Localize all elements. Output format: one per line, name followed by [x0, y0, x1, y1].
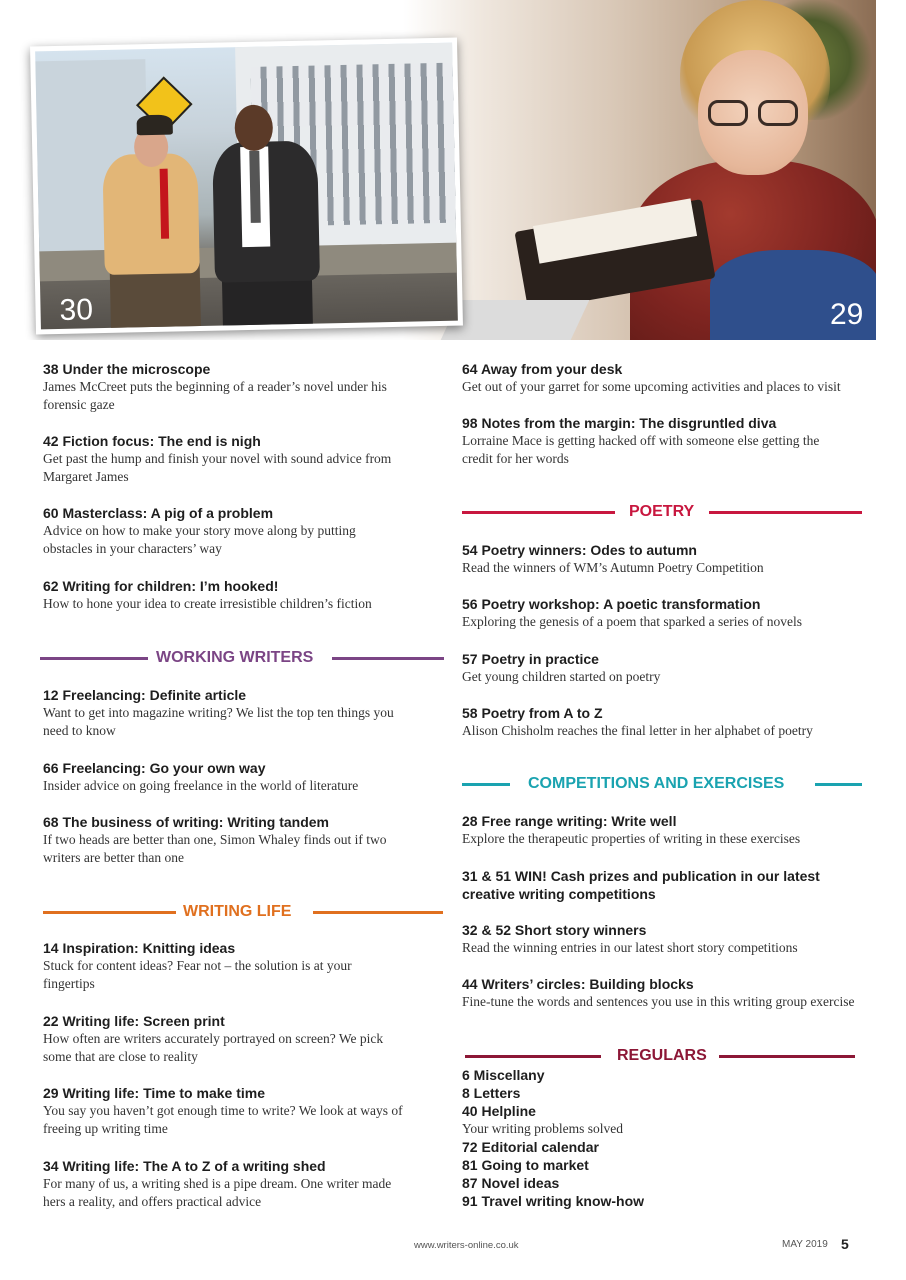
entry-desc: some that are close to reality — [43, 1049, 198, 1064]
entry-desc: If two heads are better than one, Simon Whaley finds out if two — [43, 832, 387, 847]
section-title: REGULARS — [617, 1047, 707, 1064]
man-left-tie — [160, 169, 169, 239]
entry-title: 34 Writing life: The A to Z of a writing shed — [43, 1158, 326, 1174]
section-title: POETRY — [629, 503, 695, 520]
toc-entry[interactable] — [462, 704, 882, 740]
entry-desc: Explore the therapeutic properties of writing in these exercises — [462, 831, 801, 846]
entry-desc: James McCreet puts the beginning of a reader’s novel under his — [43, 379, 387, 394]
toc-entry[interactable] — [462, 360, 882, 396]
section-title: COMPETITIONS AND EXERCISES — [528, 775, 785, 792]
section-heading-writing-life — [43, 900, 443, 924]
entry-title: 38 Under the microscope — [43, 361, 211, 377]
footer-url[interactable]: www.writers-online.co.uk — [414, 1240, 519, 1251]
entry-desc: For many of us, a writing shed is a pipe dream. One writer made — [43, 1176, 392, 1191]
entry-desc: hers a reality, and offers practical advice — [43, 1194, 262, 1209]
entry-title: 32 & 52 Short story winners — [462, 922, 647, 938]
entry-title: 54 Poetry winners: Odes to autumn — [462, 542, 697, 558]
entry-desc: obstacles in your characters’ way — [43, 541, 222, 556]
heading-rule — [40, 657, 148, 660]
entry-title: 68 The business of writing: Writing tandem — [43, 814, 329, 830]
left-photo-page-number: 30 — [59, 293, 94, 327]
man-right-tie — [249, 151, 261, 223]
entry-title: 57 Poetry in practice — [462, 651, 599, 667]
entry-desc: Alison Chisholm reaches the final letter in her alphabet of poetry — [462, 723, 813, 738]
toc-entry[interactable] — [43, 360, 453, 414]
page-number: 5 — [841, 1236, 849, 1252]
entry-desc: forensic gaze — [43, 397, 115, 412]
entry-title: 60 Masterclass: A pig of a problem — [43, 505, 274, 521]
hat-icon — [136, 115, 172, 136]
heading-rule — [313, 911, 443, 914]
glasses-icon — [702, 100, 804, 130]
toc-entry[interactable] — [43, 813, 453, 867]
heading-rule — [462, 511, 615, 514]
entry-title: 12 Freelancing: Definite article — [43, 687, 247, 703]
entry-title: 62 Writing for children: I’m hooked! — [43, 578, 279, 594]
toc-entry[interactable] — [462, 921, 882, 957]
entry-desc: Insider advice on going freelance in the world of literature — [43, 778, 359, 793]
toc-entry[interactable] — [462, 414, 882, 468]
woman-reading-photo — [430, 0, 876, 340]
regular-item-desc: Your writing problems solved — [462, 1121, 624, 1136]
toc-entry[interactable] — [43, 432, 453, 486]
section-heading-poetry — [462, 500, 862, 524]
heading-rule — [332, 657, 444, 660]
regular-item[interactable]: 40 Helpline — [462, 1103, 536, 1119]
entry-desc: credit for her words — [462, 451, 569, 466]
section-heading-regulars — [465, 1044, 855, 1068]
toc-entry[interactable] — [43, 1084, 453, 1138]
regular-item[interactable]: 72 Editorial calendar — [462, 1139, 599, 1155]
entry-desc: fingertips — [43, 976, 95, 991]
right-photo-page-number: 29 — [830, 298, 864, 331]
entry-desc: Stuck for content ideas? Fear not – the solution is at your — [43, 958, 352, 973]
entry-desc: Read the winners of WM’s Autumn Poetry Competition — [462, 560, 764, 575]
toc-entry[interactable] — [462, 541, 882, 577]
regular-item[interactable]: 87 Novel ideas — [462, 1175, 560, 1191]
section-title: WORKING WRITERS — [156, 649, 314, 666]
entry-desc: Margaret James — [43, 469, 129, 484]
street-photo-card — [30, 38, 463, 335]
heading-rule — [43, 911, 176, 914]
entry-desc: Fine-tune the words and sentences you use in this writing group exercise — [462, 994, 855, 1009]
toc-entry[interactable] — [43, 1012, 453, 1066]
entry-title: 56 Poetry workshop: A poetic transformation — [462, 596, 761, 612]
regular-item[interactable]: 81 Going to market — [462, 1157, 589, 1173]
entry-title: 98 Notes from the margin: The disgruntled diva — [462, 415, 777, 431]
toc-entry[interactable] — [462, 867, 882, 903]
toc-entry[interactable] — [43, 504, 453, 558]
heading-rule — [709, 511, 862, 514]
entry-desc: Lorraine Mace is getting hacked off with someone else getting the — [462, 433, 820, 448]
man-left-body — [102, 153, 199, 275]
entry-desc: Read the winning entries in our latest short story competitions — [462, 940, 798, 955]
street-photo — [35, 43, 458, 330]
regular-item[interactable]: 91 Travel writing know-how — [462, 1193, 645, 1209]
section-heading-competitions — [462, 772, 862, 796]
entry-desc: Get young children started on poetry — [462, 669, 661, 684]
hero-photo-area — [0, 0, 876, 340]
toc-entry[interactable] — [462, 595, 882, 631]
entry-title: 31 & 51 WIN! Cash prizes and publication in our latest — [462, 868, 820, 884]
heading-rule — [462, 783, 510, 786]
entry-title: 66 Freelancing: Go your own way — [43, 760, 266, 776]
toc-entry[interactable] — [43, 686, 453, 740]
entry-title: 29 Writing life: Time to make time — [43, 1085, 265, 1101]
heading-rule — [815, 783, 862, 786]
entry-title: 58 Poetry from A to Z — [462, 705, 603, 721]
laptop-keyboard — [441, 300, 590, 340]
entry-desc: need to know — [43, 723, 116, 738]
entry-desc: writers are better than one — [43, 850, 184, 865]
section-heading-working-writers — [40, 646, 444, 670]
toc-entry[interactable] — [43, 939, 453, 993]
toc-entry[interactable] — [43, 577, 453, 613]
toc-entry[interactable] — [462, 812, 882, 848]
regular-item[interactable]: 8 Letters — [462, 1085, 521, 1101]
entry-desc: Get out of your garret for some upcoming activities and places to visit — [462, 379, 841, 394]
entry-title: creative writing competitions — [462, 886, 656, 902]
entry-desc: Advice on how to make your story move along by putting — [43, 523, 356, 538]
heading-rule — [719, 1055, 855, 1058]
entry-title: 28 Free range writing: Write well — [462, 813, 677, 829]
toc-entry[interactable] — [43, 759, 453, 795]
entry-desc: Exploring the genesis of a poem that sparked a series of novels — [462, 614, 803, 629]
section-title: WRITING LIFE — [183, 903, 292, 920]
regular-item[interactable]: 6 Miscellany — [462, 1067, 545, 1083]
entry-desc: freeing up writing time — [43, 1121, 168, 1136]
entry-title: 64 Away from your desk — [462, 361, 623, 377]
toc-entry[interactable] — [462, 975, 882, 1011]
heading-rule — [465, 1055, 601, 1058]
toc-entry[interactable] — [43, 1157, 453, 1211]
toc-entry[interactable] — [462, 650, 882, 686]
entry-title: 22 Writing life: Screen print — [43, 1013, 225, 1029]
footer-date: MAY 2019 — [782, 1239, 828, 1250]
entry-desc: You say you haven’t got enough time to write? We look at ways of — [43, 1103, 403, 1118]
entry-title: 14 Inspiration: Knitting ideas — [43, 940, 236, 956]
entry-desc: How to hone your idea to create irresistible children’s fiction — [43, 596, 372, 611]
entry-desc: How often are writers accurately portrayed on screen? We pick — [43, 1031, 384, 1046]
entry-desc: Get past the hump and finish your novel with sound advice from — [43, 451, 392, 466]
entry-desc: Want to get into magazine writing? We list the top ten things you — [43, 705, 394, 720]
entry-title: 44 Writers’ circles: Building blocks — [462, 976, 694, 992]
entry-title: 42 Fiction focus: The end is nigh — [43, 433, 261, 449]
